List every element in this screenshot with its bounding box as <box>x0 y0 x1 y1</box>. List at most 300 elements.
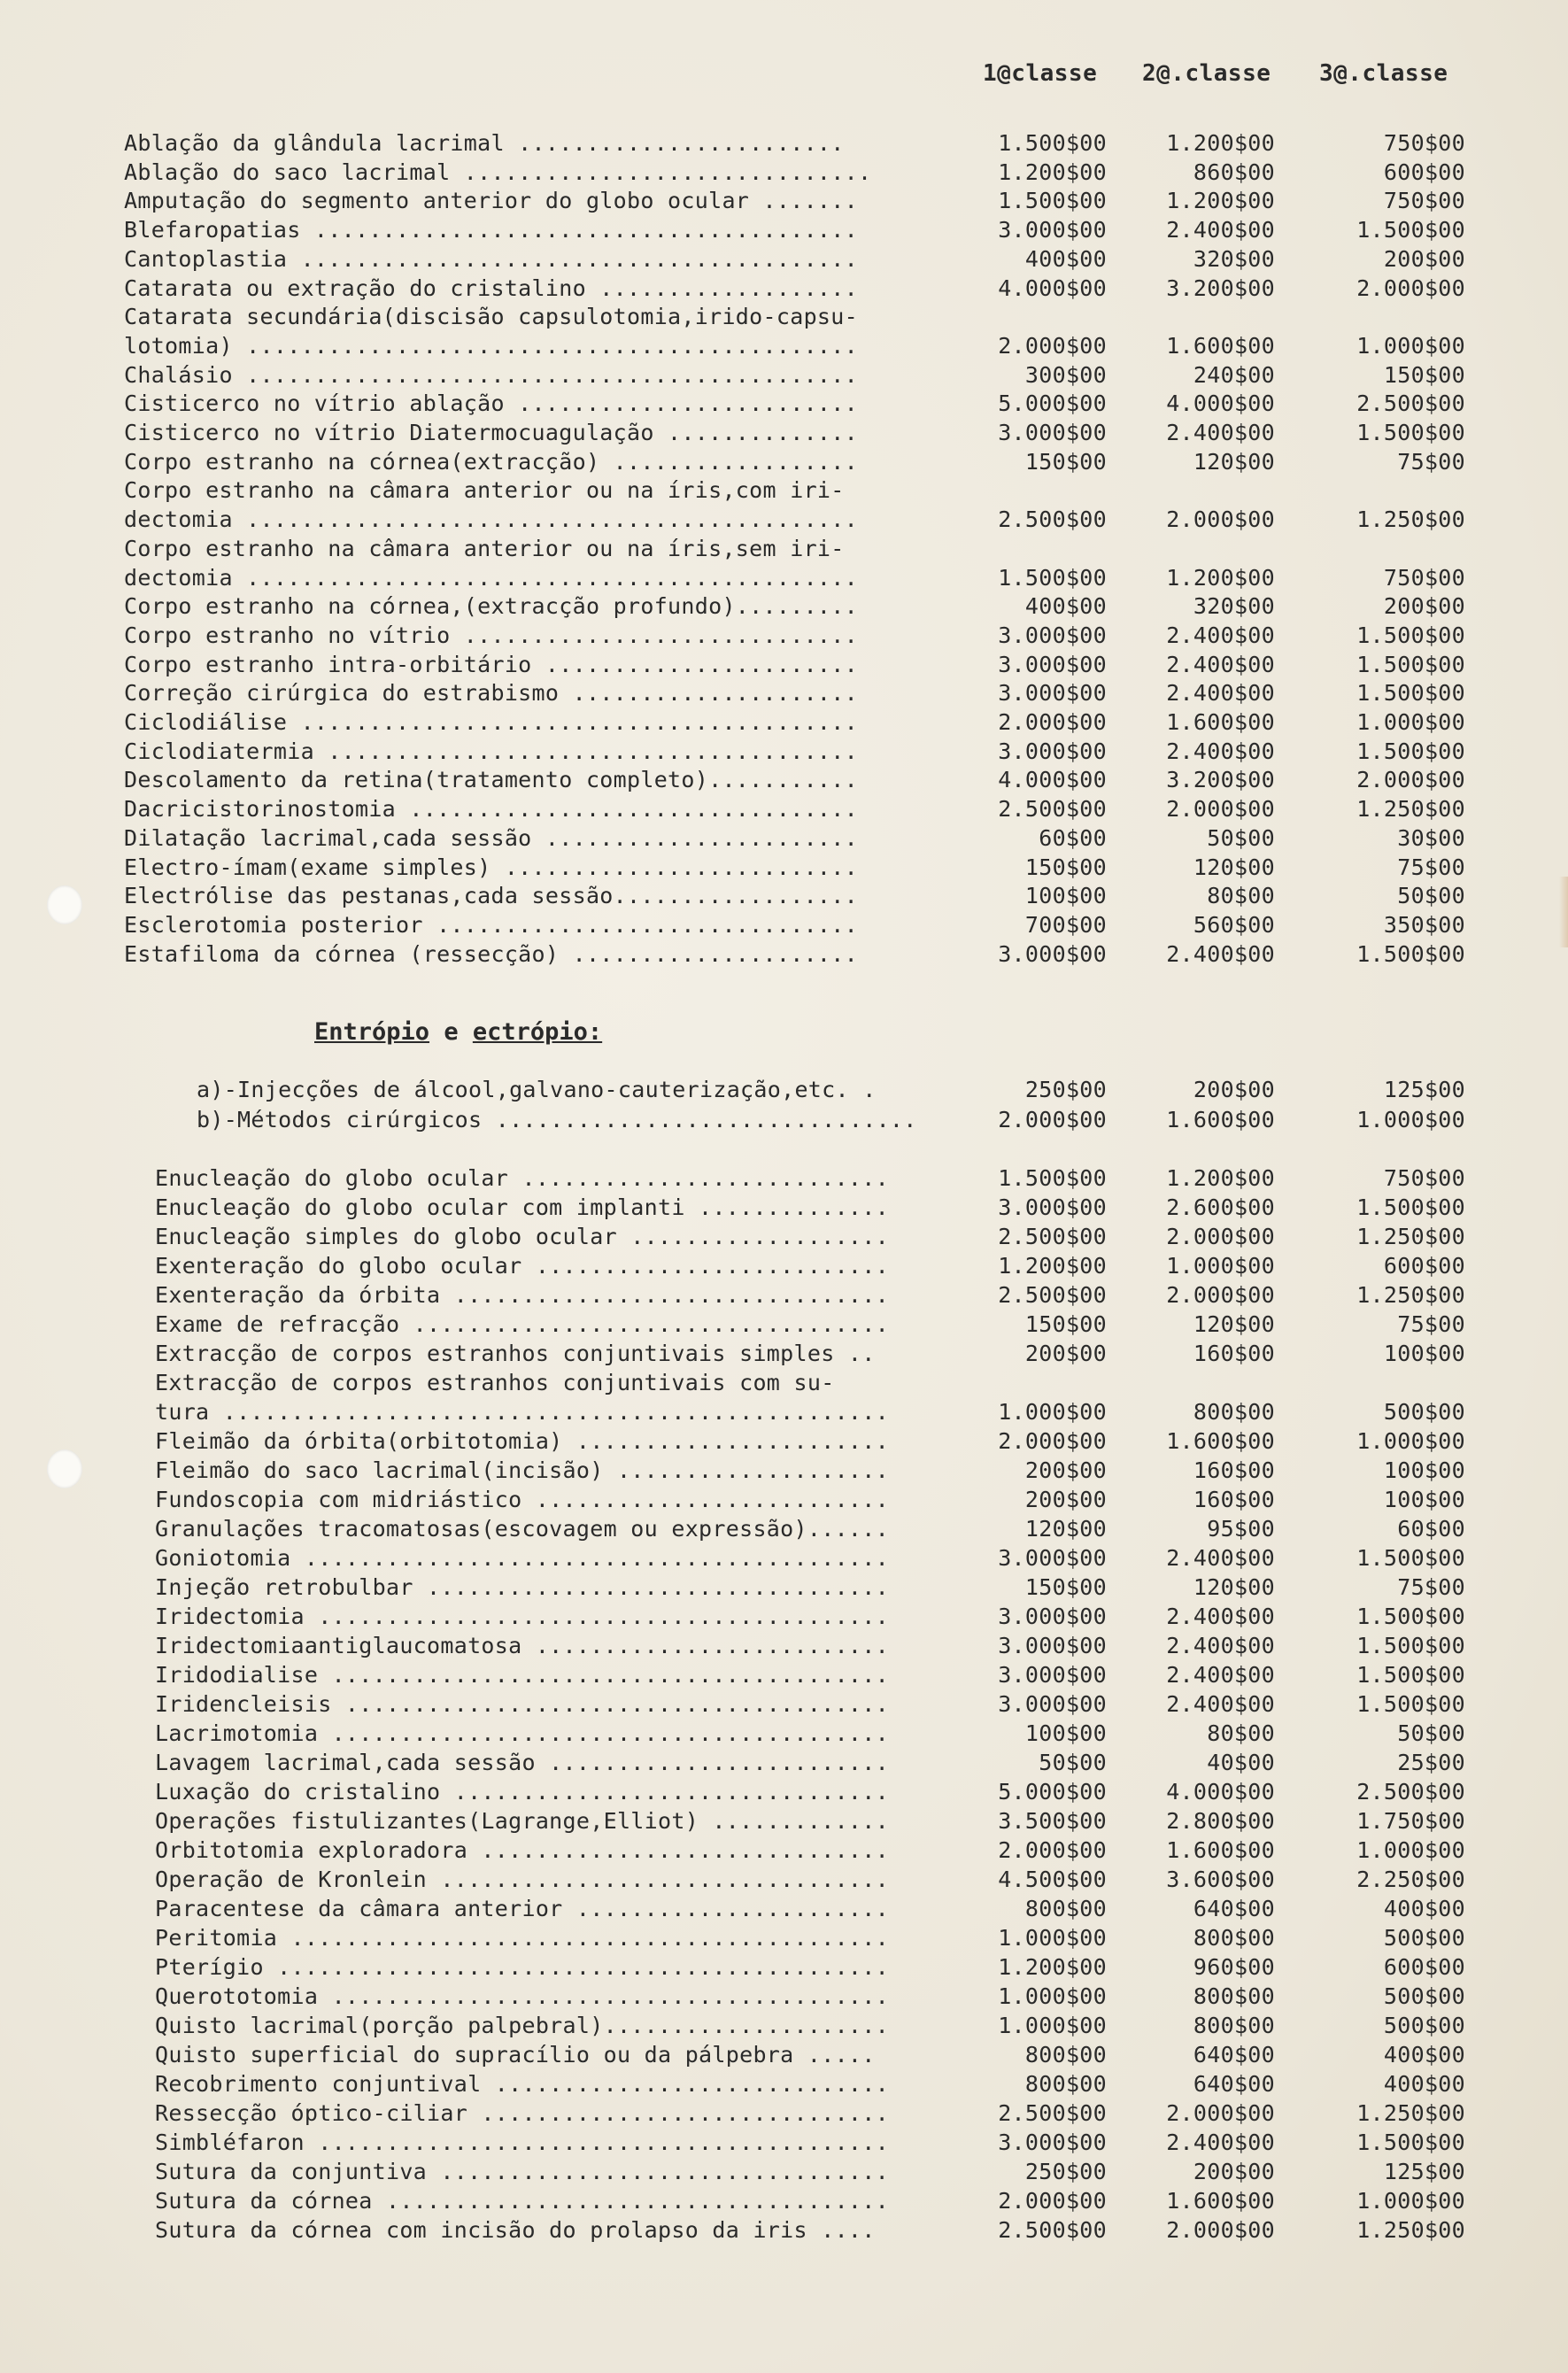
price-first-class: 200$00 <box>1024 1487 1107 1512</box>
price-second-class: 160$00 <box>1193 1457 1275 1483</box>
price-second-class: 320$00 <box>1193 593 1275 620</box>
price-second-class: 120$00 <box>1193 1311 1275 1337</box>
procedure-label: Chalásio ............................................. <box>124 361 858 388</box>
price-first-class: 4.500$00 <box>998 1867 1107 1892</box>
price-second-class: 1.200$00 <box>1166 564 1275 591</box>
price-second-class: 2.400$00 <box>1166 1604 1275 1629</box>
table-row <box>0 1632 1568 1660</box>
price-first-class: 250$00 <box>1024 2159 1107 2184</box>
price-third-class: 1.500$00 <box>1356 1633 1465 1658</box>
price-third-class: 1.500$00 <box>1356 738 1465 764</box>
table-row <box>0 1252 1568 1280</box>
price-third-class: 1.500$00 <box>1356 940 1465 967</box>
price-first-class: 3.000$00 <box>998 1691 1107 1717</box>
price-second-class: 960$00 <box>1193 1954 1275 1980</box>
price-third-class: 75$00 <box>1397 1311 1465 1337</box>
section-title-part2: ectrópio: <box>472 1018 603 1046</box>
procedure-label: Iridodialise ......................................... <box>155 1662 889 1688</box>
price-first-class: 800$00 <box>1024 1896 1107 1921</box>
price-third-class: 60$00 <box>1397 1516 1465 1542</box>
price-third-class: 1.000$00 <box>1356 1428 1465 1454</box>
price-first-class: 1.200$00 <box>998 1253 1107 1279</box>
price-second-class: 40$00 <box>1207 1750 1275 1775</box>
price-first-class: 2.500$00 <box>998 1282 1107 1308</box>
procedure-label: Esclerotomia posterior ............................... <box>124 911 858 938</box>
price-first-class: 1.000$00 <box>998 2013 1107 2038</box>
price-third-class: 75$00 <box>1397 1574 1465 1600</box>
table-row <box>0 1661 1568 1689</box>
table-row <box>0 679 1568 707</box>
price-first-class: 3.500$00 <box>998 1808 1107 1834</box>
price-third-class: 2.500$00 <box>1356 390 1465 417</box>
price-first-class: 1.000$00 <box>998 1983 1107 2009</box>
table-row <box>0 216 1568 244</box>
table-row <box>0 2041 1568 2069</box>
price-first-class: 60$00 <box>1039 824 1107 851</box>
price-third-class: 750$00 <box>1383 130 1465 156</box>
table-row <box>0 2099 1568 2128</box>
price-third-class: 600$00 <box>1383 158 1465 185</box>
price-second-class: 50$00 <box>1207 824 1275 851</box>
procedure-label: Quisto lacrimal(porção palpebral)..................... <box>155 2013 889 2038</box>
procedure-label: Extracção de corpos estranhos conjuntivais simples .. <box>155 1341 876 1366</box>
price-first-class: 3.000$00 <box>998 651 1107 677</box>
price-second-class: 2.000$00 <box>1166 1282 1275 1308</box>
procedure-label: lotomia) ............................................. <box>124 332 858 359</box>
price-second-class: 160$00 <box>1193 1341 1275 1366</box>
price-first-class: 2.500$00 <box>998 1224 1107 1249</box>
price-third-class: 1.000$00 <box>1356 709 1465 735</box>
price-second-class: 4.000$00 <box>1166 1779 1275 1805</box>
price-second-class: 320$00 <box>1193 245 1275 272</box>
price-second-class: 200$00 <box>1193 2159 1275 2184</box>
price-second-class: 4.000$00 <box>1166 390 1275 417</box>
price-first-class: 150$00 <box>1024 448 1107 475</box>
price-third-class: 1.250$00 <box>1356 506 1465 533</box>
table-row <box>0 506 1568 534</box>
section-title-conj: e <box>444 1018 459 1046</box>
price-first-class: 100$00 <box>1024 883 1107 909</box>
table-row <box>0 361 1568 390</box>
table-row <box>0 1778 1568 1806</box>
table-row <box>0 448 1568 476</box>
price-first-class: 5.000$00 <box>998 390 1107 417</box>
price-second-class: 2.400$00 <box>1166 680 1275 707</box>
table-row <box>0 390 1568 418</box>
price-first-class: 2.000$00 <box>998 2188 1107 2214</box>
procedure-label: Corpo estranho na câmara anterior ou na íris,sem iri- <box>124 535 845 561</box>
price-first-class: 3.000$00 <box>998 680 1107 707</box>
price-second-class: 2.400$00 <box>1166 420 1275 445</box>
price-third-class: 2.500$00 <box>1356 1779 1465 1805</box>
table-row <box>0 1310 1568 1339</box>
header-second-class: 2@.classe <box>1142 60 1271 87</box>
price-first-class: 2.500$00 <box>998 506 1107 533</box>
price-first-class: 150$00 <box>1024 1574 1107 1600</box>
table-row <box>0 1398 1568 1426</box>
price-third-class: 400$00 <box>1383 1896 1465 1921</box>
price-first-class: 3.000$00 <box>998 940 1107 967</box>
price-first-class: 1.000$00 <box>998 1925 1107 1951</box>
table-row <box>0 187 1568 215</box>
table-row <box>0 1457 1568 1485</box>
procedure-label: Fundoscopia com midriástico .......................... <box>155 1487 889 1512</box>
table-row <box>0 1076 1568 1104</box>
price-third-class: 1.000$00 <box>1356 1107 1465 1132</box>
price-first-class: 4.000$00 <box>998 274 1107 301</box>
price-second-class: 640$00 <box>1193 2042 1275 2068</box>
procedure-label: Luxação do cristalino ................................ <box>155 1779 889 1805</box>
procedure-label: Iridectomiaantiglaucomatosa .......................... <box>155 1633 889 1658</box>
price-first-class: 3.000$00 <box>998 1604 1107 1629</box>
procedure-label: Sutura da córnea com incisão do prolapso da iris .... <box>155 2217 876 2243</box>
procedure-label: Recobrimento conjuntival ............................. <box>155 2071 889 2097</box>
procedure-label: dectomia ............................................. <box>124 564 858 591</box>
procedure-label: Sutura da conjuntiva ................................. <box>155 2159 889 2184</box>
procedure-label: Injeção retrobulbar .................................. <box>155 1574 889 1600</box>
table-row <box>0 1807 1568 1836</box>
price-third-class: 200$00 <box>1383 593 1465 620</box>
price-third-class: 600$00 <box>1383 1253 1465 1279</box>
price-first-class: 250$00 <box>1024 1077 1107 1102</box>
price-third-class: 1.500$00 <box>1356 1662 1465 1688</box>
price-first-class: 1.500$00 <box>998 564 1107 591</box>
price-second-class: 160$00 <box>1193 1487 1275 1512</box>
price-first-class: 3.000$00 <box>998 622 1107 648</box>
price-third-class: 125$00 <box>1383 1077 1465 1102</box>
procedure-label: Correção cirúrgica do estrabismo ..................... <box>124 680 858 707</box>
price-second-class: 1.200$00 <box>1166 130 1275 156</box>
price-third-class: 600$00 <box>1383 1954 1465 1980</box>
table-row <box>0 1544 1568 1573</box>
price-first-class: 1.500$00 <box>998 188 1107 214</box>
price-third-class: 1.500$00 <box>1356 217 1465 243</box>
price-first-class: 3.000$00 <box>998 1194 1107 1220</box>
table-row <box>0 1749 1568 1777</box>
price-third-class: 1.500$00 <box>1356 1604 1465 1629</box>
price-second-class: 640$00 <box>1193 1896 1275 1921</box>
procedure-label: Corpo estranho intra-orbitário ....................... <box>124 651 858 677</box>
procedure-label: Enucleação do globo ocular ........................... <box>155 1165 889 1191</box>
price-second-class: 2.400$00 <box>1166 217 1275 243</box>
price-third-class: 400$00 <box>1383 2071 1465 2097</box>
price-first-class: 2.000$00 <box>998 332 1107 359</box>
price-first-class: 2.000$00 <box>998 1428 1107 1454</box>
price-second-class: 2.400$00 <box>1166 1691 1275 1717</box>
procedure-label: Cantoplastia ......................................... <box>124 245 858 272</box>
procedure-label: Extracção de corpos estranhos conjuntivais com su- <box>155 1370 835 1395</box>
price-second-class: 1.600$00 <box>1166 2188 1275 2214</box>
price-first-class: 1.200$00 <box>998 158 1107 185</box>
procedure-label: Paracentese da câmara anterior ....................... <box>155 1896 889 1921</box>
price-third-class: 100$00 <box>1383 1457 1465 1483</box>
procedure-label: Iridencleisis ........................................ <box>155 1691 889 1717</box>
price-first-class: 3.000$00 <box>998 1633 1107 1658</box>
price-second-class: 2.400$00 <box>1166 738 1275 764</box>
table-row <box>0 535 1568 563</box>
price-second-class: 1.000$00 <box>1166 1253 1275 1279</box>
price-first-class: 2.500$00 <box>998 796 1107 823</box>
procedure-label: Pterígio ............................................. <box>155 1954 889 1980</box>
price-second-class: 2.800$00 <box>1166 1808 1275 1834</box>
table-row <box>0 1281 1568 1310</box>
price-second-class: 2.400$00 <box>1166 2130 1275 2155</box>
price-third-class: 1.000$00 <box>1356 2188 1465 2214</box>
table-row <box>0 1515 1568 1543</box>
procedure-label: Ressecção óptico-ciliar .............................. <box>155 2100 889 2126</box>
price-first-class: 5.000$00 <box>998 1779 1107 1805</box>
procedure-label: Ciclodiatermia ....................................... <box>124 738 858 764</box>
procedure-label: Corpo estranho na córnea,(extracção profundo)......... <box>124 593 858 620</box>
price-third-class: 100$00 <box>1383 1487 1465 1512</box>
table-row <box>0 1953 1568 1982</box>
price-second-class: 95$00 <box>1207 1516 1275 1542</box>
price-second-class: 1.600$00 <box>1166 709 1275 735</box>
table-row <box>0 332 1568 360</box>
procedure-label: Ciclodiálise ......................................... <box>124 709 858 735</box>
table-row <box>0 1194 1568 1222</box>
table-row <box>0 2129 1568 2157</box>
price-second-class: 120$00 <box>1193 448 1275 475</box>
price-second-class: 800$00 <box>1193 2013 1275 2038</box>
price-first-class: 3.000$00 <box>998 420 1107 445</box>
price-third-class: 75$00 <box>1397 854 1465 880</box>
table-row <box>0 2012 1568 2040</box>
price-second-class: 3.200$00 <box>1166 767 1275 793</box>
price-first-class: 300$00 <box>1024 361 1107 388</box>
price-third-class: 1.750$00 <box>1356 1808 1465 1834</box>
procedure-label: tura ................................................. <box>155 1399 889 1425</box>
price-second-class: 2.400$00 <box>1166 940 1275 967</box>
price-second-class: 1.600$00 <box>1166 1107 1275 1132</box>
price-third-class: 350$00 <box>1383 911 1465 938</box>
table-row <box>0 158 1568 187</box>
table-row <box>0 795 1568 823</box>
procedure-label: Quisto superficial do supracílio ou da pálpebra ..... <box>155 2042 876 2068</box>
table-row <box>0 854 1568 882</box>
price-first-class: 150$00 <box>1024 854 1107 880</box>
price-third-class: 400$00 <box>1383 2042 1465 2068</box>
table-row <box>0 1895 1568 1923</box>
table-row <box>0 1866 1568 1894</box>
price-first-class: 1.200$00 <box>998 1954 1107 1980</box>
price-third-class: 500$00 <box>1383 1925 1465 1951</box>
table-row <box>0 2187 1568 2215</box>
procedure-label: Enucleação do globo ocular com implanti .............. <box>155 1194 889 1220</box>
procedure-label: Blefaropatias ........................................ <box>124 217 858 243</box>
price-first-class: 100$00 <box>1024 1720 1107 1746</box>
table-row <box>0 1924 1568 1952</box>
price-third-class: 1.000$00 <box>1356 332 1465 359</box>
procedure-label: Descolamento da retina(tratamento completo)........... <box>124 767 858 793</box>
price-first-class: 400$00 <box>1024 245 1107 272</box>
table-row <box>0 1603 1568 1631</box>
procedure-label: Electrólise das pestanas,cada sessão.................. <box>124 883 858 909</box>
procedure-label: Estafiloma da córnea (ressecção) ..................... <box>124 940 858 967</box>
price-second-class: 2.400$00 <box>1166 622 1275 648</box>
table-row <box>0 1164 1568 1193</box>
price-first-class: 2.500$00 <box>998 2217 1107 2243</box>
procedure-label: Iridectomia .......................................... <box>155 1604 889 1629</box>
procedure-label: Simbléfaron .......................................... <box>155 2130 889 2155</box>
price-third-class: 1.500$00 <box>1356 680 1465 707</box>
procedure-label: Operação de Kronlein ................................. <box>155 1867 889 1892</box>
price-second-class: 1.200$00 <box>1166 1165 1275 1191</box>
procedure-label: Ablação do saco lacrimal .............................. <box>124 158 872 185</box>
price-first-class: 3.000$00 <box>998 217 1107 243</box>
price-first-class: 3.000$00 <box>998 1662 1107 1688</box>
price-second-class: 800$00 <box>1193 1925 1275 1951</box>
procedure-label: Granulações tracomatosas(escovagem ou expressão)...... <box>155 1516 889 1542</box>
price-first-class: 200$00 <box>1024 1341 1107 1366</box>
procedure-label: Enucleação simples do globo ocular ................... <box>155 1224 889 1249</box>
price-first-class: 700$00 <box>1024 911 1107 938</box>
price-first-class: 4.000$00 <box>998 767 1107 793</box>
price-third-class: 1.500$00 <box>1356 1545 1465 1571</box>
table-row <box>0 1836 1568 1865</box>
procedure-label: Querototomia ......................................... <box>155 1983 889 2009</box>
price-second-class: 120$00 <box>1193 854 1275 880</box>
table-row <box>0 274 1568 303</box>
header-third-class: 3@.classe <box>1319 60 1448 87</box>
price-first-class: 2.500$00 <box>998 2100 1107 2126</box>
procedure-label: Orbitotomia exploradora .............................. <box>155 1837 889 1863</box>
price-third-class: 2.000$00 <box>1356 767 1465 793</box>
price-third-class: 500$00 <box>1383 1399 1465 1425</box>
table-row <box>0 1369 1568 1397</box>
price-third-class: 750$00 <box>1383 1165 1465 1191</box>
table-row <box>0 245 1568 274</box>
procedure-label: Catarata secundária(discisão capsulotomia,irido-capsu- <box>124 304 858 330</box>
table-row <box>0 564 1568 592</box>
procedure-label: Fleimão da órbita(orbitotomia) ....................... <box>155 1428 889 1454</box>
price-first-class: 200$00 <box>1024 1457 1107 1483</box>
price-third-class: 150$00 <box>1383 361 1465 388</box>
price-second-class: 80$00 <box>1207 1720 1275 1746</box>
price-third-class: 30$00 <box>1397 824 1465 851</box>
price-second-class: 2.000$00 <box>1166 1224 1275 1249</box>
procedure-label: Ablação da glândula lacrimal ........................ <box>124 130 845 156</box>
price-first-class: 3.000$00 <box>998 738 1107 764</box>
price-second-class: 2.400$00 <box>1166 1545 1275 1571</box>
table-row <box>0 2158 1568 2186</box>
procedure-label: Exame de refracção ................................... <box>155 1311 889 1337</box>
price-first-class: 3.000$00 <box>998 1545 1107 1571</box>
procedure-label: Dacricistorinostomia ................................. <box>124 796 858 823</box>
price-third-class: 1.500$00 <box>1356 2130 1465 2155</box>
price-second-class: 2.400$00 <box>1166 1633 1275 1658</box>
table-row <box>0 651 1568 679</box>
procedure-label: Amputação do segmento anterior do globo ocular ....... <box>124 188 858 214</box>
procedure-label: Lacrimotomia ......................................... <box>155 1720 889 1746</box>
table-row <box>0 1690 1568 1719</box>
price-first-class: 3.000$00 <box>998 2130 1107 2155</box>
price-third-class: 75$00 <box>1397 448 1465 475</box>
table-row <box>0 1106 1568 1134</box>
price-third-class: 2.250$00 <box>1356 1867 1465 1892</box>
price-third-class: 125$00 <box>1383 2159 1465 2184</box>
price-first-class: 1.000$00 <box>998 1399 1107 1425</box>
procedure-label: Fleimão do saco lacrimal(incisão) .................... <box>155 1457 889 1483</box>
procedure-label: Catarata ou extração do cristalino ................... <box>124 274 858 301</box>
price-third-class: 50$00 <box>1397 883 1465 909</box>
price-third-class: 1.250$00 <box>1356 2217 1465 2243</box>
price-first-class: 150$00 <box>1024 1311 1107 1337</box>
price-third-class: 1.250$00 <box>1356 1282 1465 1308</box>
price-second-class: 800$00 <box>1193 1983 1275 2009</box>
price-second-class: 560$00 <box>1193 911 1275 938</box>
procedure-label: Corpo estranho na câmara anterior ou na íris,com iri- <box>124 477 845 504</box>
price-second-class: 2.000$00 <box>1166 2217 1275 2243</box>
table-row <box>0 1573 1568 1602</box>
price-third-class: 1.250$00 <box>1356 796 1465 823</box>
price-first-class: 120$00 <box>1024 1516 1107 1542</box>
price-third-class: 500$00 <box>1383 1983 1465 2009</box>
price-third-class: 1.500$00 <box>1356 622 1465 648</box>
header-first-class: 1@classe <box>983 60 1098 87</box>
price-second-class: 1.600$00 <box>1166 1428 1275 1454</box>
table-row <box>0 476 1568 505</box>
table-row <box>0 1983 1568 2011</box>
price-first-class: 1.500$00 <box>998 1165 1107 1191</box>
procedure-label: b)-Métodos cirúrgicos ............................... <box>197 1107 917 1132</box>
price-second-class: 2.000$00 <box>1166 796 1275 823</box>
table-row <box>0 1720 1568 1748</box>
price-third-class: 2.000$00 <box>1356 274 1465 301</box>
price-first-class: 2.000$00 <box>998 1107 1107 1132</box>
procedure-label: Peritomia ............................................ <box>155 1925 889 1951</box>
price-second-class: 120$00 <box>1193 1574 1275 1600</box>
table-row <box>0 824 1568 853</box>
procedure-label: Cisticerco no vítrio Diatermocuagulação .............. <box>124 420 858 445</box>
procedure-label: Lavagem lacrimal,cada sessão ......................... <box>155 1750 889 1775</box>
price-second-class: 2.600$00 <box>1166 1194 1275 1220</box>
table-row <box>0 882 1568 910</box>
price-second-class: 2.000$00 <box>1166 506 1275 533</box>
price-second-class: 800$00 <box>1193 1399 1275 1425</box>
price-third-class: 500$00 <box>1383 2013 1465 2038</box>
table-row <box>0 129 1568 158</box>
price-first-class: 800$00 <box>1024 2042 1107 2068</box>
procedure-label: Corpo estranho no vítrio ............................. <box>124 622 858 648</box>
table-row <box>0 766 1568 794</box>
procedure-label: dectomia ............................................. <box>124 506 858 533</box>
procedure-label: Exenteração da órbita ................................ <box>155 1282 889 1308</box>
procedure-label: Cisticerco no vítrio ablação ......................... <box>124 390 858 417</box>
procedure-label: Goniotomia ........................................... <box>155 1545 889 1571</box>
procedure-label: Corpo estranho na córnea(extracção) .................. <box>124 448 858 475</box>
table-row <box>0 911 1568 939</box>
price-second-class: 3.200$00 <box>1166 274 1275 301</box>
price-first-class: 50$00 <box>1039 1750 1107 1775</box>
price-second-class: 1.600$00 <box>1166 332 1275 359</box>
price-second-class: 3.600$00 <box>1166 1867 1275 1892</box>
price-third-class: 200$00 <box>1383 245 1465 272</box>
table-row <box>0 419 1568 447</box>
procedure-label: Exenteração do globo ocular .......................... <box>155 1253 889 1279</box>
price-third-class: 50$00 <box>1397 1720 1465 1746</box>
table-row <box>0 1486 1568 1514</box>
price-second-class: 640$00 <box>1193 2071 1275 2097</box>
procedure-label: Sutura da córnea ..................................... <box>155 2188 889 2214</box>
table-row <box>0 1340 1568 1368</box>
price-third-class: 1.500$00 <box>1356 1691 1465 1717</box>
price-third-class: 1.250$00 <box>1356 2100 1465 2126</box>
price-second-class: 240$00 <box>1193 361 1275 388</box>
price-third-class: 1.000$00 <box>1356 1837 1465 1863</box>
price-second-class: 200$00 <box>1193 1077 1275 1102</box>
table-row <box>0 303 1568 331</box>
